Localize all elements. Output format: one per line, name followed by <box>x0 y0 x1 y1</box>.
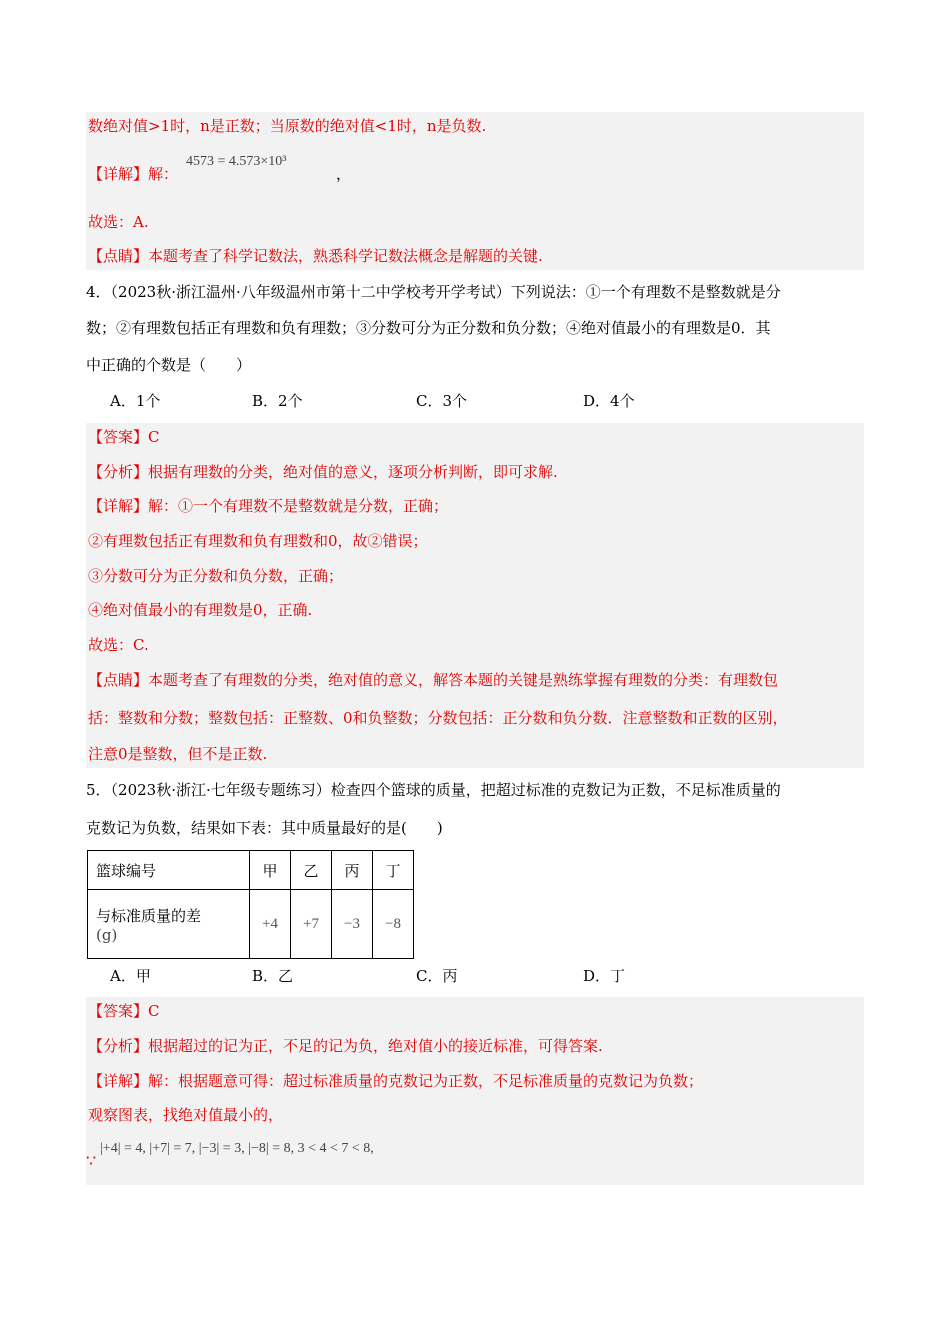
q4-choice: 故选：C. <box>88 636 149 654</box>
q4-detail-1: 【详解】解：①一个有理数不是整数就是分数，正确； <box>88 497 449 515</box>
q5-solution-block <box>86 997 864 1185</box>
q4-question-line2: 数；②有理数包括正有理数和负有理数；③分数可分为正分数和负分数；④绝对值最小的有理数是0．其 <box>86 319 771 337</box>
table-cell: −3 <box>332 890 373 959</box>
q3-detail-label: 【详解】解： <box>88 165 179 183</box>
table-row <box>88 890 414 959</box>
q3-explanation-line: 数绝对值>1时，n是正数；当原数的绝对值<1时，n是负数. <box>88 117 487 135</box>
table-row-label <box>88 890 250 959</box>
q4-option-c: C．3个 <box>416 392 468 410</box>
table-cell: +4 <box>250 890 291 959</box>
q3-solution-block <box>86 112 864 270</box>
q4-question-line3: 中正确的个数是（ ） <box>86 356 252 374</box>
q5-option-c: C．丙 <box>416 967 458 985</box>
q5-detail-2: 观察图表，找绝对值最小的， <box>88 1106 284 1124</box>
q5-detail-math: |+4| = 4, |+7| = 7, |−3| = 3, |−8| = 8, 3 < 4 < 7 < 8, <box>100 1141 374 1156</box>
q5-option-a: A．甲 <box>110 967 151 985</box>
q5-data-table <box>87 850 414 959</box>
q4-question-line1: 4．（2023秋·浙江温州·八年级温州市第十二中学校考开学考试）下列说法：①一个有理数不是整数就是分 <box>86 283 781 301</box>
q3-choice: 故选：A. <box>88 213 149 231</box>
q4-option-d: D．4个 <box>583 392 635 410</box>
table-cell: −8 <box>373 890 414 959</box>
table-header-cell: 乙 <box>291 851 332 890</box>
q5-detail-1: 【详解】解：根据题意可得：超过标准质量的克数记为正数，不足标准质量的克数记为负数； <box>88 1072 704 1090</box>
q4-comment-1: 【点睛】本题考查了有理数的分类，绝对值的意义，解答本题的关键是熟练掌握有理数的分类：有理数包 <box>88 671 779 689</box>
q3-detail-math: 4573 = 4.573×10³ <box>186 154 287 169</box>
q4-comment-3: 注意0是整数，但不是正数. <box>88 745 268 763</box>
table-header-cell: 丙 <box>332 851 373 890</box>
because-symbol: ∵ <box>86 1151 97 1170</box>
q4-comment-2: 括：整数和分数；整数包括：正整数、0和负整数；分数包括：正分数和负分数．注意整数和正数的区别， <box>88 709 788 727</box>
q5-question-line1: 5．（2023秋·浙江·七年级专题练习）检查四个篮球的质量，把超过标准的克数记为正数，不足标准质量的 <box>86 781 781 799</box>
q5-question-line2: 克数记为负数，结果如下表：其中质量最好的是( ) <box>86 819 443 837</box>
table-row-label-line2: (g) <box>96 925 118 944</box>
q4-detail-2: ②有理数包括正有理数和负有理数和0，故②错误； <box>88 532 428 550</box>
q4-detail-4: ④绝对值最小的有理数是0，正确. <box>88 601 313 619</box>
q4-solution-block <box>86 423 864 768</box>
q4-option-b: B．2个 <box>252 392 303 410</box>
q3-comment: 【点睛】本题考查了科学记数法，熟悉科学记数法概念是解题的关键. <box>88 247 543 265</box>
q5-answer: 【答案】C <box>88 1002 160 1020</box>
q4-analysis: 【分析】根据有理数的分类，绝对值的意义，逐项分析判断，即可求解. <box>88 463 558 481</box>
table-header-cell: 甲 <box>250 851 291 890</box>
q5-option-b: B．乙 <box>252 967 294 985</box>
table-row <box>88 851 414 890</box>
q4-detail-3: ③分数可分为正分数和负分数，正确； <box>88 567 344 585</box>
q4-answer: 【答案】C <box>88 428 160 446</box>
table-cell: +7 <box>291 890 332 959</box>
q5-analysis: 【分析】根据超过的记为正，不足的记为负，绝对值小的接近标准，可得答案. <box>88 1037 603 1055</box>
table-row-label-line1: 与标准质量的差 <box>96 906 202 925</box>
q3-detail-comma: ， <box>336 165 352 183</box>
q5-option-d: D．丁 <box>583 967 626 985</box>
table-header-cell: 丁 <box>373 851 414 890</box>
table-header-cell: 篮球编号 <box>88 851 250 890</box>
q4-option-a: A．1个 <box>110 392 161 410</box>
